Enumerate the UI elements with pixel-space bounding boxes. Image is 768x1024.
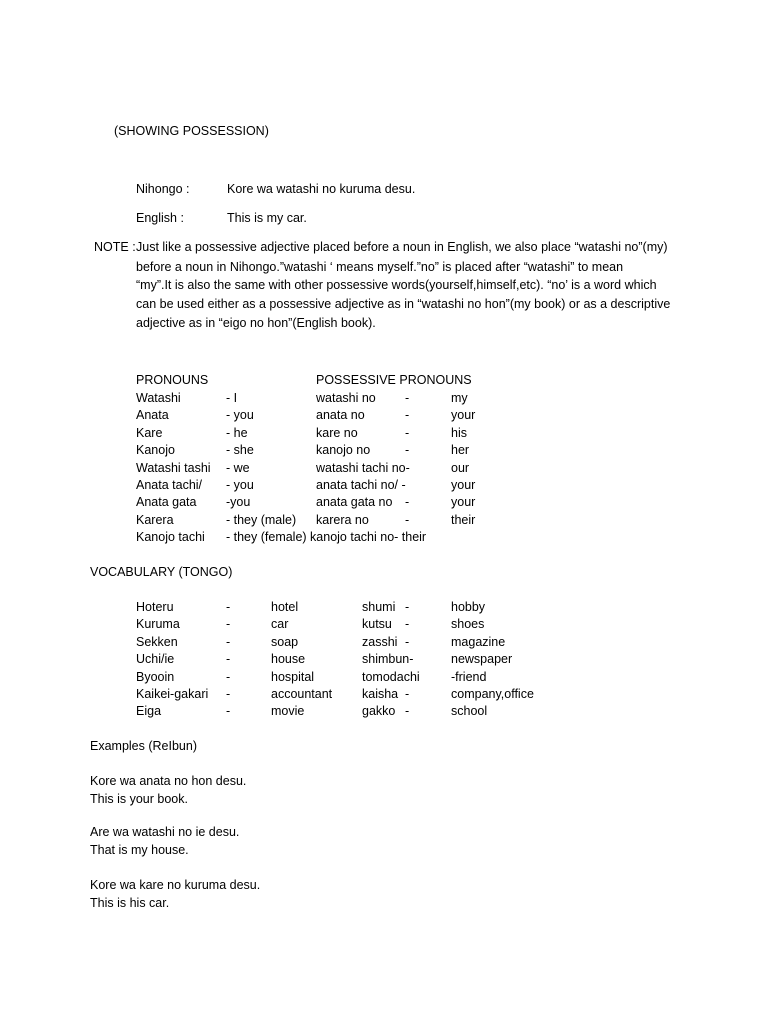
- pronoun-meaning-cell: -you: [226, 495, 251, 510]
- pronoun-meaning-cell: - he: [226, 425, 248, 440]
- vocab-english: hotel: [271, 600, 299, 614]
- vocab-dash: -: [405, 634, 410, 649]
- vocab-dash: -: [405, 704, 410, 719]
- vocab-english: school: [451, 704, 488, 719]
- vocab-japanese: Uchi/ie: [136, 652, 175, 667]
- example-jp: Kore wa kare no kuruma desu.: [90, 878, 261, 892]
- possessive-english-cell: your: [451, 408, 476, 423]
- possessive-english-cell: our: [451, 460, 470, 475]
- table-row-last-pronoun: Kanojo tachi: [136, 530, 205, 544]
- vocab-english: accountant: [271, 687, 333, 701]
- note-line: Just like a possessive adjective placed before a noun in English, we also place “watashi no”(my): [136, 240, 668, 254]
- nihongo-sentence: Kore wa watashi no kuruma desu.: [227, 182, 416, 196]
- table-row-last-rest: - they (female) kanojo tachi no- their: [226, 530, 427, 544]
- dash-cell: -: [405, 495, 410, 510]
- pronoun-meaning-cell: - we: [226, 460, 250, 475]
- possessive-cell: watashi tachi no-: [316, 460, 410, 475]
- vocab-english: hospital: [271, 669, 315, 684]
- vocab-english: house: [271, 652, 306, 667]
- pronoun-cell: Anata: [136, 408, 169, 423]
- vocab-japanese: Kuruma: [136, 617, 180, 632]
- possessive-cell: karera no: [316, 512, 369, 527]
- vocab-dash: -: [405, 687, 410, 701]
- example-jp: Kore wa anata no hon desu.: [90, 774, 247, 788]
- english-sentence: This is my car.: [227, 211, 307, 225]
- example-en: This is your book.: [90, 792, 188, 806]
- vocab-dash: -: [226, 687, 231, 701]
- pronoun-cell: Watashi tashi: [136, 460, 211, 475]
- note-line: adjective as in “eigo no hon”(English book).: [136, 316, 376, 330]
- possessive-english-cell: your: [451, 478, 476, 492]
- vocab-dash: -: [226, 634, 231, 649]
- vocab-english: hobby: [451, 600, 486, 614]
- pronoun-cell: Anata gata: [136, 495, 197, 510]
- possessive-cell: anata no: [316, 408, 365, 423]
- vocab-japanese: tomodachi: [362, 669, 420, 684]
- pronoun-cell: Anata tachi/: [136, 478, 203, 492]
- note-line: “my”.It is also the same with other possessive words(yourself,himself,etc). “no’ is a word which: [136, 278, 657, 292]
- dash-cell: -: [405, 408, 410, 423]
- vocab-english: company,office: [451, 687, 534, 701]
- vocabulary-title: VOCABULARY (TONGO): [90, 565, 233, 579]
- vocab-english: car: [271, 617, 289, 632]
- possessive-pronouns-header: POSSESSIVE PRONOUNS: [316, 373, 472, 387]
- vocab-english: newspaper: [451, 652, 513, 667]
- vocab-dash: -: [226, 617, 231, 632]
- dash-cell: -: [405, 443, 410, 458]
- possessive-english-cell: her: [451, 443, 470, 458]
- english-label: English :: [136, 211, 184, 225]
- vocab-dash: -: [226, 704, 231, 719]
- pronoun-meaning-cell: - I: [226, 391, 238, 405]
- pronoun-cell: Watashi: [136, 391, 181, 405]
- vocab-english: movie: [271, 704, 305, 719]
- dash-cell: -: [405, 391, 410, 405]
- possessive-english-cell: his: [451, 425, 467, 440]
- pronoun-meaning-cell: - you: [226, 408, 254, 423]
- possessive-cell: anata gata no: [316, 495, 393, 510]
- pronoun-meaning-cell: - you: [226, 478, 254, 492]
- vocab-japanese: gakko: [362, 704, 396, 719]
- example-en: This is his car.: [90, 896, 170, 910]
- vocab-japanese: shimbun-: [362, 652, 414, 667]
- possessive-cell: kare no: [316, 425, 358, 440]
- vocab-english: soap: [271, 634, 299, 649]
- possessive-cell: kanojo no: [316, 443, 371, 458]
- dash-cell: -: [405, 512, 410, 527]
- note-line: before a noun in Nihongo.”watashi ‘ means myself.”no” is placed after “watashi” to mean: [136, 260, 624, 274]
- vocab-japanese: Sekken: [136, 634, 178, 649]
- vocab-japanese: kaisha: [362, 687, 399, 701]
- vocab-japanese: Hoteru: [136, 600, 174, 614]
- note-line: can be used either as a possessive adjective as in “watashi no hon”(my book) or as a descriptive: [136, 297, 671, 311]
- possessive-cell: watashi no: [316, 391, 376, 405]
- example-jp: Are wa watashi no ie desu.: [90, 825, 240, 839]
- vocab-japanese: kutsu: [362, 617, 392, 632]
- vocab-japanese: Byooin: [136, 669, 175, 684]
- possessive-english-cell: my: [451, 391, 468, 405]
- vocab-english: shoes: [451, 617, 485, 632]
- nihongo-label: Nihongo :: [136, 182, 190, 196]
- possessive-cell: anata tachi no/ -: [316, 478, 406, 492]
- section-heading: (SHOWING POSSESSION): [114, 124, 269, 138]
- pronouns-header: PRONOUNS: [136, 373, 209, 387]
- pronoun-meaning-cell: - they (male): [226, 512, 297, 527]
- vocab-dash: -: [226, 600, 231, 614]
- vocab-japanese: shumi: [362, 600, 396, 614]
- pronoun-cell: Karera: [136, 512, 174, 527]
- vocab-english: -friend: [451, 669, 487, 684]
- possessive-english-cell: their: [451, 512, 476, 527]
- vocab-dash: -: [405, 617, 410, 632]
- pronoun-cell: Kare: [136, 425, 163, 440]
- vocab-japanese: Kaikei-gakari: [136, 687, 209, 701]
- vocab-japanese: zasshi: [362, 634, 398, 649]
- example-en: That is my house.: [90, 843, 189, 857]
- vocab-dash: -: [226, 669, 231, 684]
- dash-cell: -: [405, 425, 410, 440]
- possessive-english-cell: your: [451, 495, 476, 510]
- pronoun-cell: Kanojo: [136, 443, 175, 458]
- vocab-english: magazine: [451, 634, 506, 649]
- vocab-dash: -: [226, 652, 231, 667]
- vocab-japanese: Eiga: [136, 704, 162, 719]
- vocab-dash: -: [405, 600, 410, 614]
- examples-title: Examples (ReIbun): [90, 739, 197, 753]
- pronoun-meaning-cell: - she: [226, 443, 254, 458]
- note-label: NOTE :: [94, 240, 136, 254]
